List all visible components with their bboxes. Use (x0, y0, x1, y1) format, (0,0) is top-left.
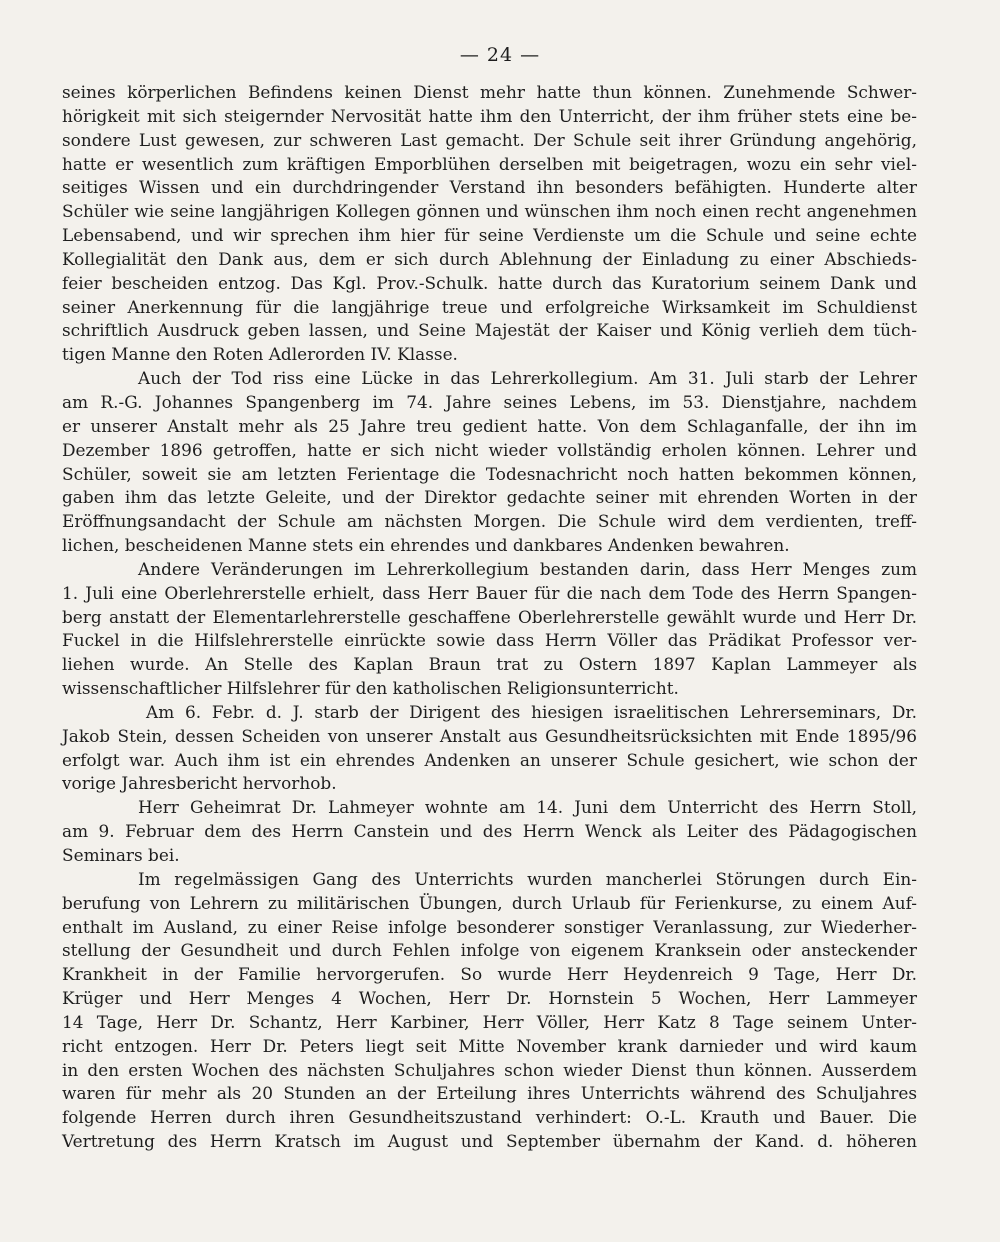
text-line: berufung von Lehrern zu militärischen Übungen, durch Urlaub für Ferienkurse, zu einem Auf- (62, 892, 917, 913)
text-line: Auch der Tod riss eine Lücke in das Lehrerkollegium. Am 31. Juli starb der Lehrer (138, 368, 917, 389)
text-line: seiner Anerkennung für die langjährige treue und erfolgreiche Wirksamkeit im Schuldienst (62, 296, 917, 317)
text-line: Seminars bei. (62, 845, 180, 865)
text-line: gaben ihm das letzte Geleite, und der Direktor gedachte seiner mit ehrenden Worten in der (62, 487, 917, 508)
text-line: tigen Manne den Roten Adlerorden IV. Klasse. (62, 344, 458, 365)
text-line: Jakob Stein, dessen Scheiden von unserer Anstalt aus Gesundheitsrücksichten mit Ende 1895/96 (62, 725, 917, 746)
text-line: Dezember 1896 getroffen, hatte er sich nicht wieder vollständig erholen können. Lehrer und (62, 439, 917, 460)
text-line: Fuckel in die Hilfslehrerstelle einrückte sowie dass Herrn Völler das Prädikat Professor ver- (62, 630, 917, 651)
text-line: 1. Juli eine Oberlehrerstelle erhielt, dass Herr Bauer für die nach dem Tode des Herrn Spangen- (62, 582, 917, 603)
text-line: Eröffnungsandacht der Schule am nächsten Morgen. Die Schule wird dem verdienten, treff- (62, 511, 917, 532)
text-line: hörigkeit mit sich steigernder Nervosität hatte ihm den Unterricht, der ihm früher stets eine be- (62, 105, 917, 126)
text-line: am R.-G. Johannes Spangenberg im 74. Jahre seines Lebens, im 53. Dienstjahre, nachdem (62, 391, 917, 412)
text-line: waren für mehr als 20 Stunden an der Erteilung ihres Unterrichts während des Schuljahres (62, 1083, 917, 1104)
text-line: folgende Herren durch ihren Gesundheitszustand verhindert: O.-L. Krauth und Bauer. Die (62, 1107, 917, 1128)
text-line: am 9. Februar dem des Herrn Canstein und des Herrn Wenck als Leiter des Pädagogischen (62, 821, 917, 842)
text-line: seitiges Wissen und ein durchdringender Verstand ihn besonders befähigten. Hunderte alter (62, 177, 917, 198)
text-line: sondere Lust gewesen, zur schweren Last gemacht. Der Schule seit ihrer Gründung angehörig, (62, 129, 917, 150)
text-line: hatte er wesentlich zum kräftigen Emporblühen derselben mit beigetragen, wozu ein sehr viel- (62, 153, 917, 174)
page-number: — 24 — (459, 44, 541, 66)
text-line: er unserer Anstalt mehr als 25 Jahre treu gedient hatte. Von dem Schlaganfalle, der ihn im (62, 415, 917, 436)
text-line: Vertretung des Herrn Kratsch im August und September übernahm der Kand. d. höheren (62, 1131, 917, 1152)
text-line: richt entzogen. Herr Dr. Peters liegt seit Mitte November krank darnieder und wird kaum (62, 1035, 917, 1056)
text-line: Andere Veränderungen im Lehrerkollegium bestanden darin, dass Herr Menges zum (138, 558, 917, 579)
text-line: Krankheit in der Familie hervorgerufen. So wurde Herr Heydenreich 9 Tage, Herr Dr. (62, 964, 917, 985)
text-line: Schüler wie seine langjährigen Kollegen gönnen und wünschen ihm noch einen recht angenehmen (62, 201, 917, 222)
text-line: enthalt im Ausland, zu einer Reise infolge besonderer sonstiger Veranlassung, zur Wiederher- (62, 916, 917, 937)
text-line: liehen wurde. An Stelle des Kaplan Braun trat zu Ostern 1897 Kaplan Lammeyer als (62, 654, 917, 675)
text-line: schriftlich Ausdruck geben lassen, und Seine Majestät der Kaiser und König verlieh dem tüch- (62, 320, 917, 341)
text-line: Herr Geheimrat Dr. Lahmeyer wohnte am 14. Juni dem Unterricht des Herrn Stoll, (138, 797, 917, 818)
text-line: Kollegialität den Dank aus, dem er sich durch Ablehnung der Einladung zu einer Abschieds- (62, 248, 917, 269)
text-line: feier bescheiden entzog. Das Kgl. Prov.-Schulk. hatte durch das Kuratorium seinem Dank und (62, 272, 917, 293)
body-text (62, 81, 917, 1154)
text-line: in den ersten Wochen des nächsten Schuljahres schon wieder Dienst thun können. Ausserdem (62, 1059, 917, 1080)
text-line: stellung der Gesundheit und durch Fehlen infolge von eigenem Kranksein oder ansteckender (62, 940, 917, 961)
text-line: Im regelmässigen Gang des Unterrichts wurden mancherlei Störungen durch Ein- (138, 868, 917, 889)
text-line: Krüger und Herr Menges 4 Wochen, Herr Dr. Hornstein 5 Wochen, Herr Lammeyer (62, 988, 917, 1009)
text-line: berg anstatt der Elementarlehrerstelle geschaffene Oberlehrerstelle gewählt wurde und Herr Dr. (62, 606, 917, 627)
text-line: Lebensabend, und wir sprechen ihm hier für seine Verdienste um die Schule und seine echte (62, 225, 917, 246)
text-line: seines körperlichen Befindens keinen Dienst mehr hatte thun können. Zunehmende Schwer- (62, 82, 917, 102)
text-line: wissenschaftlicher Hilfslehrer für den katholischen Religionsunterricht. (62, 678, 679, 699)
text-line: erfolgt war. Auch ihm ist ein ehrendes Andenken an unserer Schule gesichert, wie schon der (62, 749, 917, 770)
text-line: 14 Tage, Herr Dr. Schantz, Herr Karbiner, Herr Völler, Herr Katz 8 Tage seinem Unter- (62, 1011, 917, 1032)
text-line: vorige Jahresbericht hervorhob. (62, 773, 337, 794)
text-line: Am 6. Febr. d. J. starb der Dirigent des hiesigen israelitischen Lehrerseminars, Dr. (146, 701, 917, 722)
text-line: Schüler, soweit sie am letzten Ferientage die Todesnachricht noch hatten bekommen können, (62, 463, 917, 484)
text-line: lichen, bescheidenen Manne stets ein ehrendes und dankbares Andenken bewahren. (62, 535, 790, 556)
